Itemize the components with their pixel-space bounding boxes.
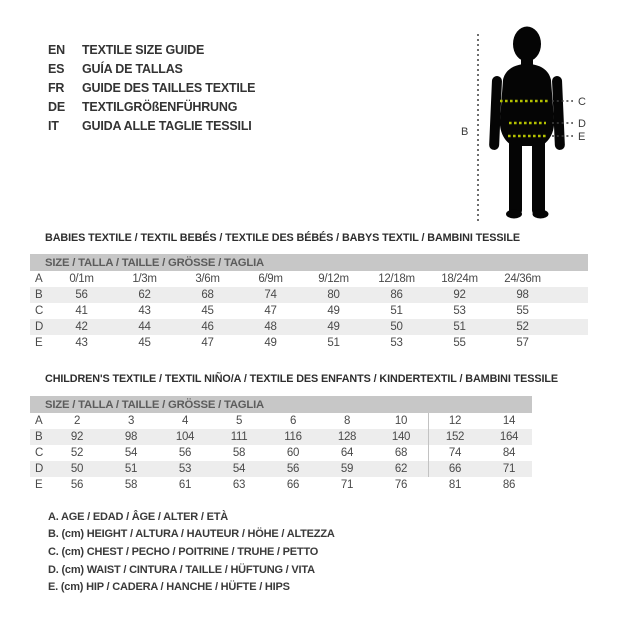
table-cell: 71 [340, 479, 354, 491]
row-label: C [35, 305, 44, 317]
table-row [30, 477, 532, 493]
language-row-es [48, 59, 255, 78]
table-cell: 68 [201, 289, 214, 301]
table-cell: 9/12m [318, 273, 349, 285]
legend-line-age: A. AGE / EDAD / ÂGE / ALTER / ETÀ [48, 510, 229, 523]
row-label: A [35, 273, 43, 285]
table-cell: 51 [453, 321, 466, 333]
table-cell: 66 [286, 479, 300, 491]
table-cell: 111 [230, 431, 248, 443]
table-cell: 51 [327, 337, 340, 349]
language-code: DE [48, 99, 65, 114]
language-code: IT [48, 118, 59, 133]
table-cell: 2 [73, 415, 81, 427]
table-cell: 76 [394, 479, 408, 491]
size-header: SIZE / TALLA / TAILLE / GRÖSSE / TAGLIA [30, 396, 532, 413]
table-cell: 51 [124, 463, 138, 475]
row-label: C [35, 447, 44, 459]
row-label: D [35, 463, 44, 475]
table-cell: 64 [340, 447, 354, 459]
table-cell: 3 [127, 415, 135, 427]
row-label: B [35, 289, 43, 301]
legend-line-hip: E. (cm) HIP / CADERA / HANCHE / HÜFTE / HIPS [48, 581, 290, 594]
language-text: GUÍA DE TALLAS [82, 61, 183, 76]
table-cell: 50 [70, 463, 84, 475]
table-cell: 43 [75, 337, 88, 349]
table-cell: 63 [232, 479, 246, 491]
children-size-table [30, 396, 532, 493]
table-cell: 51 [390, 305, 403, 317]
language-row-fr [48, 78, 255, 97]
row-label: D [35, 321, 44, 333]
table-cell: 98 [124, 431, 138, 443]
table-cell: 59 [340, 463, 354, 475]
size-12-column-divider [428, 413, 429, 477]
table-cell: 56 [75, 289, 88, 301]
table-row [30, 445, 532, 461]
language-text: TEXTILE SIZE GUIDE [82, 42, 205, 57]
table-cell: 84 [502, 447, 516, 459]
table-cell: 44 [138, 321, 151, 333]
table-cell: 57 [516, 337, 529, 349]
table-cell: 14 [502, 415, 516, 427]
table-cell: 8 [343, 415, 351, 427]
table-cell: 81 [448, 479, 462, 491]
table-cell: 46 [201, 321, 214, 333]
table-cell: 4 [181, 415, 189, 427]
table-cell: 62 [138, 289, 151, 301]
table-cell: 54 [232, 463, 246, 475]
table-cell: 128 [337, 431, 357, 443]
measurement-legend [48, 508, 335, 596]
language-row-en [48, 40, 255, 59]
legend-line-height: B. (cm) HEIGHT / ALTURA / HAUTEUR / HÖHE / ALTEZZA [48, 528, 335, 541]
table-cell: 18/24m [441, 273, 478, 285]
table-cell: 68 [394, 447, 408, 459]
row-label: B [35, 431, 43, 443]
table-row [30, 429, 532, 445]
table-cell: 104 [175, 431, 195, 443]
table-row [30, 461, 532, 477]
table-cell: 92 [70, 431, 84, 443]
table-cell: 55 [453, 337, 466, 349]
table-row [30, 335, 588, 351]
row-label: A [35, 415, 43, 427]
table-cell: 80 [327, 289, 340, 301]
babies-section-title: BABIES TEXTILE / TEXTIL BEBÉS / TEXTILE DES BÉBÉS / BABYS TEXTIL / BAMBINI TESSILE [45, 232, 520, 244]
table-cell: 71 [502, 463, 516, 475]
table-cell: 61 [178, 479, 192, 491]
table-row [30, 287, 588, 303]
table-cell: 49 [264, 337, 277, 349]
table-cell: 52 [70, 447, 84, 459]
row-label: E [35, 479, 43, 491]
language-row-it [48, 116, 255, 135]
table-cell: 53 [453, 305, 466, 317]
table-cell: 5 [235, 415, 243, 427]
row-label: E [35, 337, 43, 349]
measurement-figure [452, 22, 587, 227]
table-cell: 66 [448, 463, 462, 475]
table-cell: 53 [178, 463, 192, 475]
table-cell: 45 [201, 305, 214, 317]
chest-label: C [578, 96, 586, 108]
language-text: GUIDA ALLE TAGLIE TESSILI [82, 118, 252, 133]
table-cell: 98 [516, 289, 529, 301]
table-cell: 3/6m [195, 273, 220, 285]
table-cell: 86 [390, 289, 403, 301]
table-cell: 54 [124, 447, 138, 459]
language-text: GUIDE DES TAILLES TEXTILE [82, 80, 256, 95]
size-header: SIZE / TALLA / TAILLE / GRÖSSE / TAGLIA [30, 254, 588, 271]
language-code: ES [48, 61, 65, 76]
table-cell: 47 [201, 337, 214, 349]
table-cell: 45 [138, 337, 151, 349]
table-cell: 140 [391, 431, 411, 443]
waist-label: D [578, 118, 586, 130]
height-label: B [461, 126, 469, 138]
language-code: FR [48, 80, 65, 95]
table-cell: 74 [264, 289, 277, 301]
table-cell: 12/18m [378, 273, 415, 285]
language-text: TEXTILGRÖßENFÜHRUNG [82, 99, 238, 114]
table-cell: 1/3m [132, 273, 157, 285]
table-cell: 116 [284, 431, 302, 443]
table-cell: 56 [178, 447, 192, 459]
table-cell: 56 [70, 479, 84, 491]
table-cell: 48 [264, 321, 277, 333]
table-row [30, 271, 588, 287]
hip-label: E [578, 131, 586, 143]
table-cell: 43 [138, 305, 151, 317]
table-cell: 0/1m [69, 273, 94, 285]
language-list [48, 40, 255, 135]
table-row [30, 413, 532, 429]
table-row [30, 303, 588, 319]
table-cell: 86 [502, 479, 516, 491]
language-row-de [48, 97, 255, 116]
table-cell: 53 [390, 337, 403, 349]
language-code: EN [48, 42, 65, 57]
table-cell: 92 [453, 289, 466, 301]
table-cell: 10 [394, 415, 408, 427]
babies-size-table [30, 254, 588, 351]
table-cell: 58 [124, 479, 138, 491]
table-cell: 49 [327, 305, 340, 317]
table-cell: 52 [516, 321, 529, 333]
table-row [30, 319, 588, 335]
table-cell: 42 [75, 321, 88, 333]
children-section-title: CHILDREN'S TEXTILE / TEXTIL NIÑO/A / TEXTILE DES ENFANTS / KINDERTEXTIL / BAMBINI TESSILE [45, 373, 558, 385]
table-cell: 152 [445, 431, 465, 443]
table-cell: 41 [75, 305, 88, 317]
table-cell: 6 [289, 415, 297, 427]
table-cell: 47 [264, 305, 277, 317]
table-cell: 24/36m [504, 273, 541, 285]
table-cell: 58 [232, 447, 246, 459]
table-cell: 50 [390, 321, 403, 333]
table-cell: 6/9m [258, 273, 283, 285]
table-cell: 56 [286, 463, 300, 475]
table-cell: 60 [286, 447, 300, 459]
table-cell: 74 [448, 447, 462, 459]
table-cell: 164 [499, 431, 519, 443]
table-cell: 55 [516, 305, 529, 317]
table-cell: 12 [448, 415, 462, 427]
legend-line-chest: C. (cm) CHEST / PECHO / POITRINE / TRUHE / PETTO [48, 545, 319, 558]
child-silhouette-figure [452, 22, 587, 227]
table-cell: 62 [394, 463, 408, 475]
table-cell: 49 [327, 321, 340, 333]
legend-line-waist: D. (cm) WAIST / CINTURA / TAILLE / HÜFTUNG / VITA [48, 563, 315, 576]
